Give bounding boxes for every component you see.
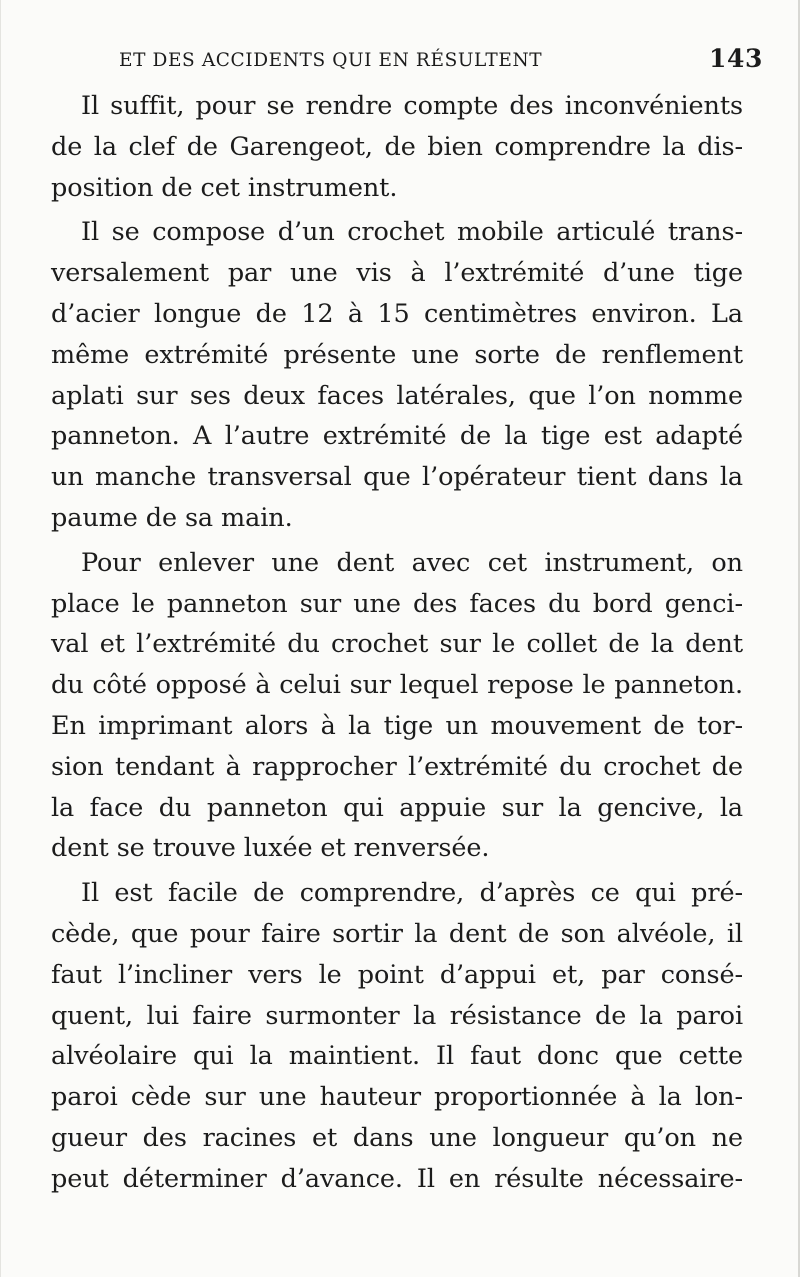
text-line: d’acier longue de 12 à 15 centimètres environ. La: [51, 298, 743, 329]
text-line: Il est facile de comprendre, d’après ce qui pré-: [81, 878, 743, 909]
paragraph-1: [51, 86, 743, 208]
text-line: de la clef de Garengeot, de bien comprendre la dis-: [51, 131, 743, 162]
text-line: gueur des racines et dans une longueur qu’on ne: [51, 1122, 743, 1153]
text-line: position de cet instrument.: [51, 172, 398, 203]
paragraph-3: [51, 543, 743, 869]
text-line: un manche transversal que l’opérateur tient dans la: [51, 462, 743, 493]
text-line: paroi cède sur une hauteur proportionnée à la lon-: [51, 1082, 743, 1113]
text-line: place le panneton sur une des faces du bord genci-: [51, 588, 743, 619]
text-line: alvéolaire qui la maintient. Il faut donc que cette: [51, 1041, 743, 1072]
text-line: faut l’incliner vers le point d’appui et, par consé-: [51, 959, 743, 990]
text-line: peut déterminer d’avance. Il en résulte nécessaire-: [51, 1163, 743, 1194]
text-line: Il suffit, pour se rendre compte des inconvénients: [81, 91, 743, 121]
running-head: [119, 44, 779, 78]
text-line: la face du panneton qui appuie sur la gencive, la: [51, 792, 743, 823]
text-line: paume de sa main.: [51, 502, 293, 533]
paragraph-4: [51, 873, 743, 1199]
text-line: du côté opposé à celui sur lequel repose le panneton.: [51, 670, 743, 701]
text-line: aplati sur ses deux faces latérales, que l’on nomme: [51, 380, 743, 411]
text-line: Il se compose d’un crochet mobile articulé trans-: [81, 217, 743, 248]
text-line: dent se trouve luxée et renversée.: [51, 833, 490, 864]
text-line: quent, lui faire surmonter la résistance de la paroi: [51, 1000, 743, 1031]
running-title: ET DES ACCIDENTS QUI EN RÉSULTENT: [119, 50, 543, 71]
body-text: [51, 86, 743, 1200]
text-line: sion tendant à rapprocher l’extrémité du crochet de: [51, 751, 743, 782]
text-line: versalement par une vis à l’extrémité d’une tige: [51, 258, 743, 289]
text-line: val et l’extrémité du crochet sur le collet de la dent: [51, 629, 743, 660]
text-line: même extrémité présente une sorte de renflement: [51, 339, 743, 370]
paragraph-2: [51, 212, 743, 538]
text-line: cède, que pour faire sortir la dent de son alvéole, il: [51, 918, 743, 949]
text-line: En imprimant alors à la tige un mouvement de tor-: [51, 710, 743, 741]
page-number: 143: [709, 44, 763, 73]
text-line: panneton. A l’autre extrémité de la tige est adapté: [51, 421, 743, 452]
text-line: Pour enlever une dent avec cet instrument, on: [81, 547, 743, 578]
